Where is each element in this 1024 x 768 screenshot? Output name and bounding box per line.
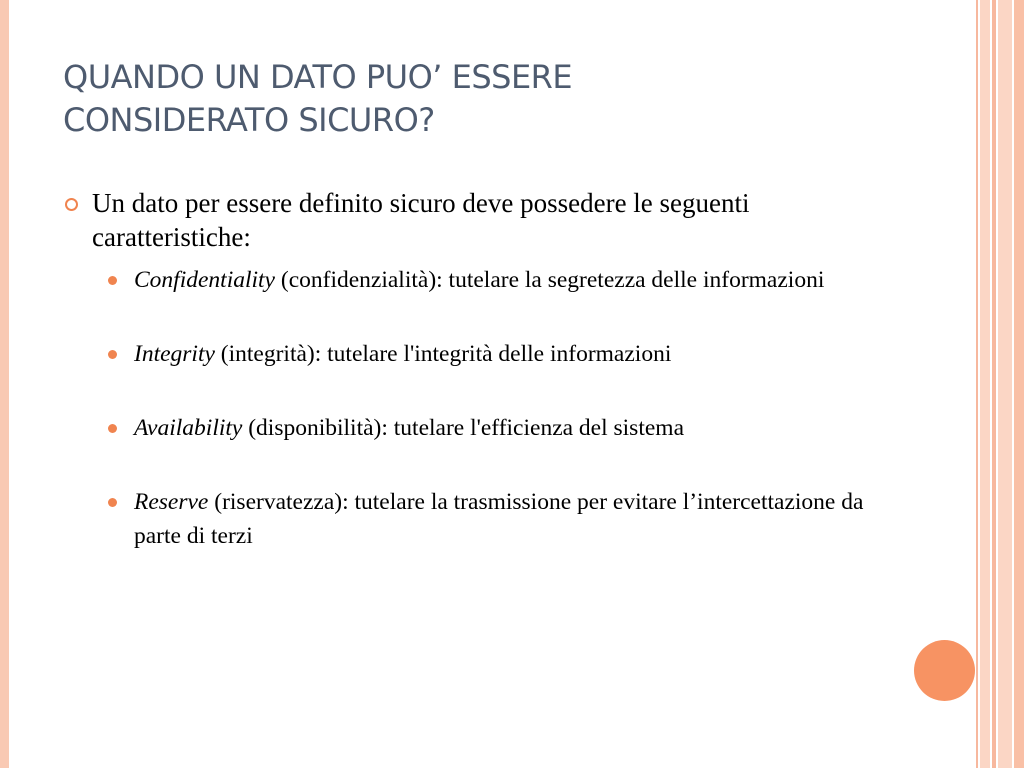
right-border-stripe [998,0,1012,768]
intro-text: Un dato per essere definito sicuro deve possedere le seguenti caratteristiche: [92,188,750,252]
decorative-circle [914,640,975,701]
list-item-description: (confidenzialità): tutelare la segretezza delle informazioni [275,267,825,293]
slide-body [62,186,892,553]
list-item-term: Confidentiality [134,267,275,293]
dot-bullet-icon [108,350,117,359]
dot-bullet-icon [108,424,117,433]
dot-bullet-icon [108,498,117,507]
list-item-term: Availability [134,415,243,441]
ring-bullet-icon [65,198,78,211]
dot-bullet-icon [108,276,117,285]
list-item-term: Reserve [134,489,209,515]
list-item-description: (riservatezza): tutelare la trasmissione per evitare l’intercettazione da parte di terzi [134,489,864,549]
list-item-availability [62,411,892,445]
slide-title-line-1: QUANDO UN DATO PUO’ ESSERE [63,58,573,96]
right-border-stripe [980,0,990,768]
list-item-term: Integrity [134,341,215,367]
intro-bullet-item [62,186,892,254]
list-item-confidentiality [62,263,892,297]
list-item-description: (integrità): tutelare l'integrità delle informazioni [214,341,672,367]
list-item-description: (disponibilità): tutelare l'efficienza del sistema [242,415,685,441]
right-border-stripe [976,0,978,768]
list-item-reserve [62,485,892,553]
slide-title-line-2: CONSIDERATO SICURO? [63,101,435,139]
right-border-stripe [1014,0,1024,768]
list-item-integrity [62,337,892,371]
right-border-stripe [992,0,996,768]
slide-title [63,56,923,142]
left-border-decoration [0,0,9,768]
